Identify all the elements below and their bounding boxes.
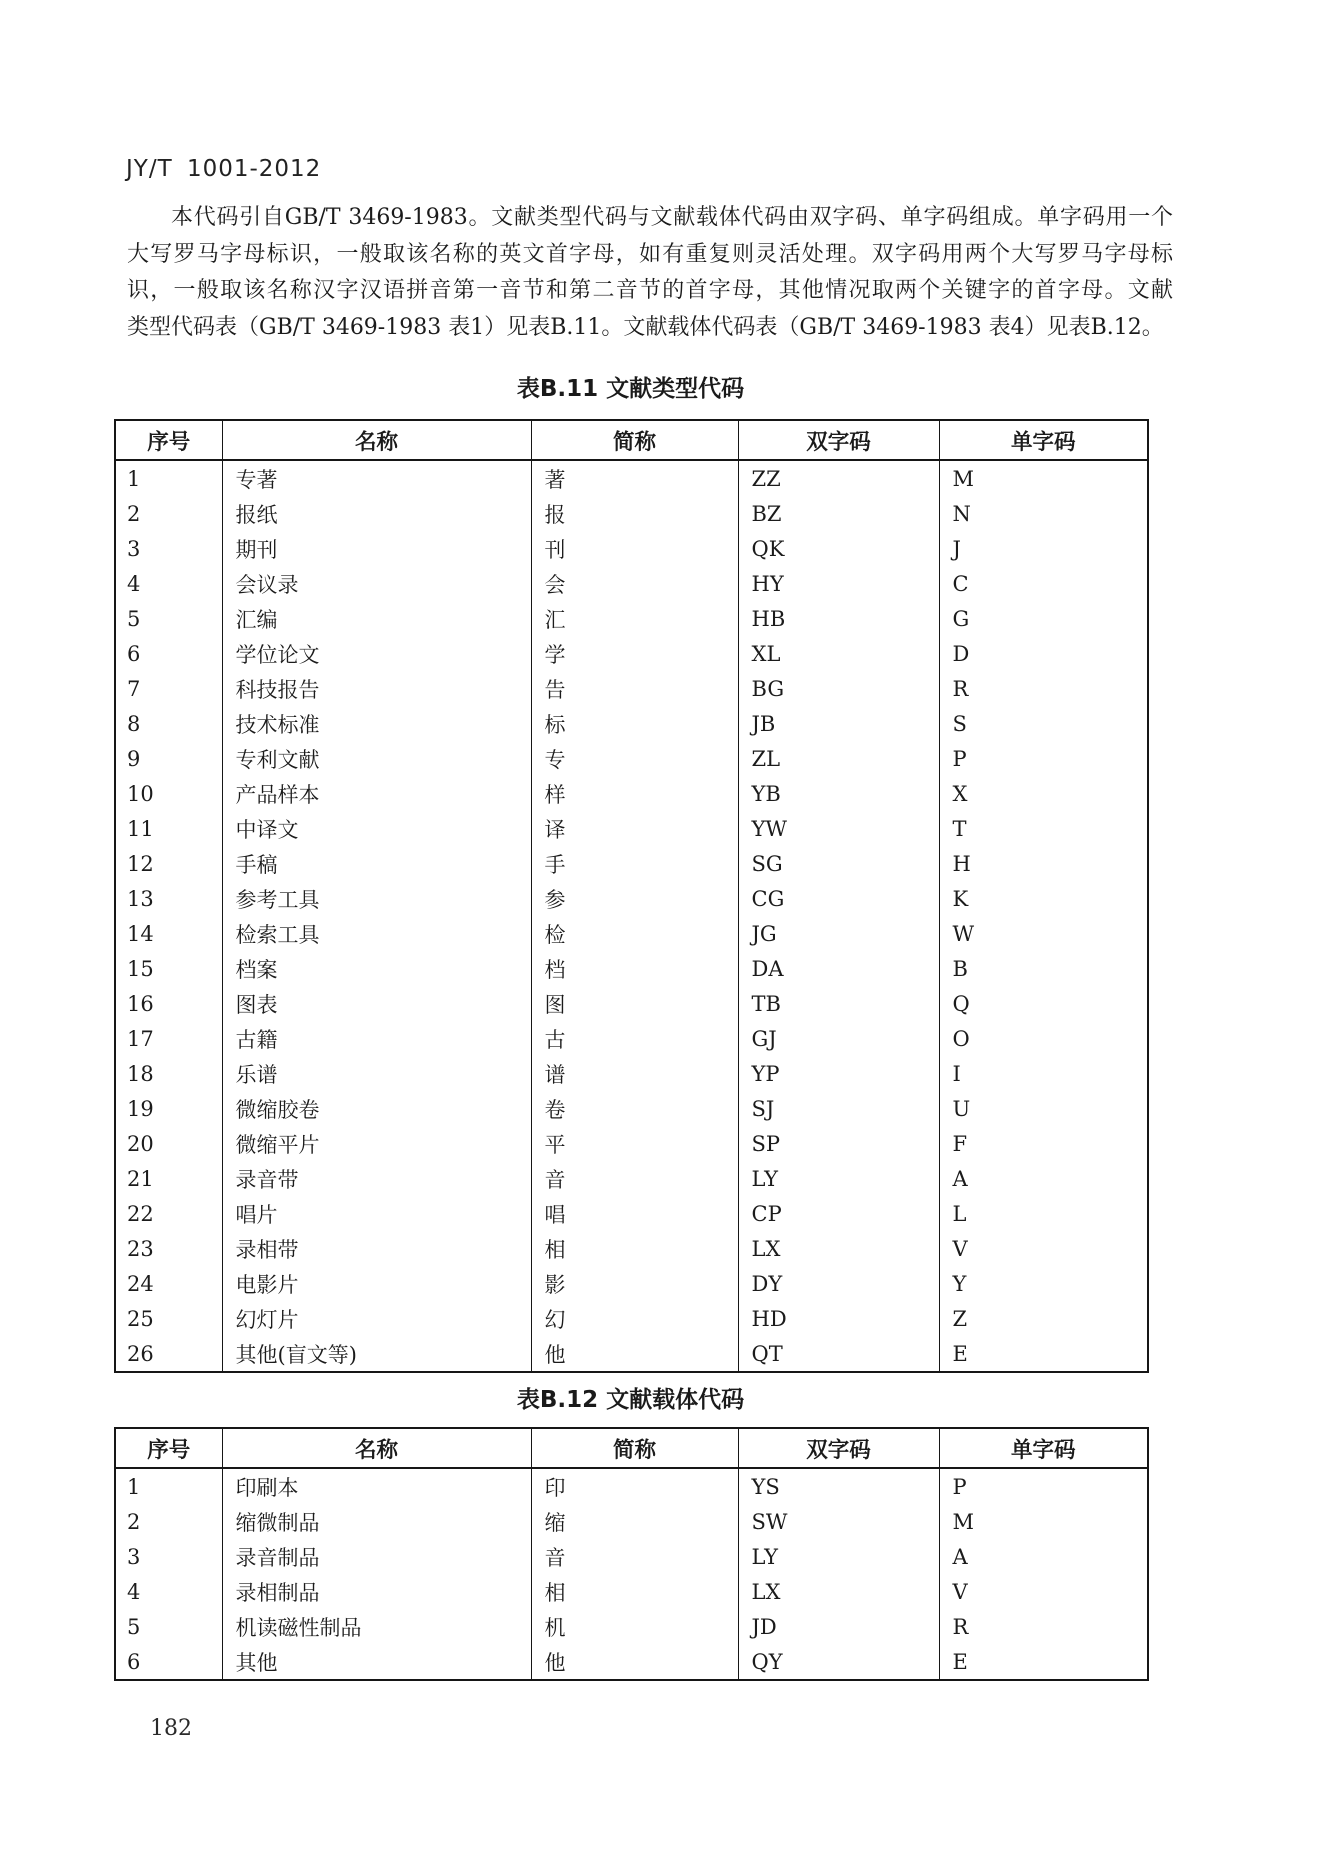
- table-cell: 25: [115, 1301, 222, 1336]
- table-cell: 3: [115, 1539, 222, 1574]
- table-cell: 幻: [531, 1301, 738, 1336]
- table-cell: E: [939, 1336, 1148, 1372]
- table-cell: JB: [738, 706, 939, 741]
- table-cell: H: [939, 846, 1148, 881]
- table-cell: S: [939, 706, 1148, 741]
- table-cell: 4: [115, 1574, 222, 1609]
- table-cell: 古: [531, 1021, 738, 1056]
- table-cell: TB: [738, 986, 939, 1021]
- table-header-row: [115, 420, 1148, 460]
- intro-line: 识，一般取该名称汉字汉语拼音第一音节和第二音节的首字母，其他情况取两个关键字的首字母。文献: [127, 278, 1173, 303]
- table-row: [115, 986, 1148, 1021]
- table-cell: 24: [115, 1266, 222, 1301]
- table-cell: BZ: [738, 496, 939, 531]
- table-cell: HB: [738, 601, 939, 636]
- table-cell: HD: [738, 1301, 939, 1336]
- table-row: [115, 566, 1148, 601]
- table-cell: 检: [531, 916, 738, 951]
- table-cell: R: [939, 671, 1148, 706]
- table-cell: 8: [115, 706, 222, 741]
- table-row: [115, 951, 1148, 986]
- table-cell: 微缩胶卷: [222, 1091, 531, 1126]
- table-cell: 学: [531, 636, 738, 671]
- table-cell: 卷: [531, 1091, 738, 1126]
- table-cell: 14: [115, 916, 222, 951]
- table-cell: 1: [115, 1468, 222, 1504]
- table-cell: 报: [531, 496, 738, 531]
- table-cell: V: [939, 1231, 1148, 1266]
- table-cell: 译: [531, 811, 738, 846]
- column-header-seq: 序号: [115, 420, 222, 460]
- table-cell: X: [939, 776, 1148, 811]
- table-row: [115, 1609, 1148, 1644]
- table-row: [115, 1161, 1148, 1196]
- table-cell: C: [939, 566, 1148, 601]
- table-cell: 专: [531, 741, 738, 776]
- table-cell: YB: [738, 776, 939, 811]
- table-cell: 1: [115, 460, 222, 496]
- table-cell: DY: [738, 1266, 939, 1301]
- table-cell: 著: [531, 460, 738, 496]
- table-cell: Z: [939, 1301, 1148, 1336]
- table-row: [115, 776, 1148, 811]
- table-row: [115, 1126, 1148, 1161]
- intro-paragraph: [127, 200, 1173, 346]
- table-b11-document-type-codes: [114, 419, 1149, 1373]
- table-cell: P: [939, 1468, 1148, 1504]
- table-cell: 缩: [531, 1504, 738, 1539]
- table-cell: 产品样本: [222, 776, 531, 811]
- table-row: [115, 1539, 1148, 1574]
- table-cell: 19: [115, 1091, 222, 1126]
- table-cell: J: [939, 531, 1148, 566]
- table-cell: 音: [531, 1161, 738, 1196]
- table-cell: 幻灯片: [222, 1301, 531, 1336]
- table-row: [115, 706, 1148, 741]
- table-row: [115, 1574, 1148, 1609]
- table-row: [115, 531, 1148, 566]
- table-cell: ZL: [738, 741, 939, 776]
- table-cell: 其他: [222, 1644, 531, 1680]
- table-cell: CG: [738, 881, 939, 916]
- table-cell: LY: [738, 1539, 939, 1574]
- table-cell: 检索工具: [222, 916, 531, 951]
- table-row: [115, 1091, 1148, 1126]
- intro-line: 本代码引自GB/T 3469-1983。文献类型代码与文献载体代码由双字码、单字码组成。单字码用一个: [171, 205, 1173, 230]
- column-header-name: 名称: [222, 1428, 531, 1468]
- column-header-abbr: 简称: [531, 1428, 738, 1468]
- table-cell: U: [939, 1091, 1148, 1126]
- intro-line: 大写罗马字母标识，一般取该名称的英文首字母，如有重复则灵活处理。双字码用两个大写罗马字母标: [127, 241, 1173, 267]
- table-cell: 录音带: [222, 1161, 531, 1196]
- table-cell: 26: [115, 1336, 222, 1372]
- table-cell: LX: [738, 1231, 939, 1266]
- table-header-row: [115, 1428, 1148, 1468]
- table-cell: 影: [531, 1266, 738, 1301]
- table-cell: YW: [738, 811, 939, 846]
- table-cell: B: [939, 951, 1148, 986]
- table-cell: GJ: [738, 1021, 939, 1056]
- table-cell: 标: [531, 706, 738, 741]
- table-cell: 谱: [531, 1056, 738, 1091]
- table-cell: CP: [738, 1196, 939, 1231]
- table-cell: F: [939, 1126, 1148, 1161]
- table-cell: 科技报告: [222, 671, 531, 706]
- table-cell: QY: [738, 1644, 939, 1680]
- table-row: [115, 1504, 1148, 1539]
- table-b12-title: 表B.12 文献载体代码: [516, 1387, 745, 1413]
- table-cell: M: [939, 1504, 1148, 1539]
- table-cell: 相: [531, 1574, 738, 1609]
- table-cell: 中译文: [222, 811, 531, 846]
- table-cell: 录相带: [222, 1231, 531, 1266]
- table-cell: 机: [531, 1609, 738, 1644]
- table-cell: G: [939, 601, 1148, 636]
- table-cell: W: [939, 916, 1148, 951]
- table-row: [115, 1056, 1148, 1091]
- table-cell: 13: [115, 881, 222, 916]
- table-cell: 6: [115, 636, 222, 671]
- table-cell: QT: [738, 1336, 939, 1372]
- column-header-single-code: 单字码: [939, 1428, 1148, 1468]
- table-row: [115, 1336, 1148, 1372]
- table-cell: 缩微制品: [222, 1504, 531, 1539]
- column-header-double-code: 双字码: [738, 1428, 939, 1468]
- table-cell: 样: [531, 776, 738, 811]
- table-cell: ZZ: [738, 460, 939, 496]
- table-cell: E: [939, 1644, 1148, 1680]
- table-cell: 他: [531, 1644, 738, 1680]
- table-cell: 参考工具: [222, 881, 531, 916]
- table-cell: 2: [115, 1504, 222, 1539]
- table-cell: A: [939, 1539, 1148, 1574]
- table-cell: 相: [531, 1231, 738, 1266]
- table-cell: 11: [115, 811, 222, 846]
- table-cell: I: [939, 1056, 1148, 1091]
- table-cell: 电影片: [222, 1266, 531, 1301]
- table-b12-document-carrier-codes: [114, 1427, 1149, 1681]
- table-cell: 22: [115, 1196, 222, 1231]
- table-cell: L: [939, 1196, 1148, 1231]
- table-cell: 5: [115, 601, 222, 636]
- table-cell: BG: [738, 671, 939, 706]
- table-cell: 16: [115, 986, 222, 1021]
- table-cell: K: [939, 881, 1148, 916]
- table-cell: 图表: [222, 986, 531, 1021]
- table-cell: JD: [738, 1609, 939, 1644]
- table-row: [115, 1644, 1148, 1680]
- table-row: [115, 1266, 1148, 1301]
- table-cell: SP: [738, 1126, 939, 1161]
- table-cell: 汇编: [222, 601, 531, 636]
- table-cell: O: [939, 1021, 1148, 1056]
- table-cell: 12: [115, 846, 222, 881]
- table-row: [115, 1301, 1148, 1336]
- table-row: [115, 496, 1148, 531]
- table-row: [115, 636, 1148, 671]
- table-cell: 技术标准: [222, 706, 531, 741]
- table-cell: N: [939, 496, 1148, 531]
- table-cell: 专著: [222, 460, 531, 496]
- table-cell: Q: [939, 986, 1148, 1021]
- table-cell: 他: [531, 1336, 738, 1372]
- table-cell: LX: [738, 1574, 939, 1609]
- table-cell: V: [939, 1574, 1148, 1609]
- table-cell: D: [939, 636, 1148, 671]
- table-cell: 录相制品: [222, 1574, 531, 1609]
- doc-code: JY/T 1001-2012: [126, 156, 322, 182]
- table-cell: 印: [531, 1468, 738, 1504]
- table-cell: 档案: [222, 951, 531, 986]
- table-cell: SG: [738, 846, 939, 881]
- table-row: [115, 1468, 1148, 1504]
- table-row: [115, 460, 1148, 496]
- table-cell: 印刷本: [222, 1468, 531, 1504]
- table-row: [115, 846, 1148, 881]
- table-cell: JG: [738, 916, 939, 951]
- table-cell: 音: [531, 1539, 738, 1574]
- table-cell: QK: [738, 531, 939, 566]
- table-row: [115, 881, 1148, 916]
- table-cell: HY: [738, 566, 939, 601]
- table-cell: 告: [531, 671, 738, 706]
- table-cell: R: [939, 1609, 1148, 1644]
- table-cell: 23: [115, 1231, 222, 1266]
- table-cell: 手: [531, 846, 738, 881]
- table-cell: 9: [115, 741, 222, 776]
- table-cell: 15: [115, 951, 222, 986]
- table-cell: 10: [115, 776, 222, 811]
- table-cell: 21: [115, 1161, 222, 1196]
- table-cell: 微缩平片: [222, 1126, 531, 1161]
- table-row: [115, 1196, 1148, 1231]
- table-cell: 唱: [531, 1196, 738, 1231]
- table-cell: YP: [738, 1056, 939, 1091]
- column-header-name: 名称: [222, 420, 531, 460]
- table-cell: 7: [115, 671, 222, 706]
- table-cell: DA: [738, 951, 939, 986]
- table-cell: 2: [115, 496, 222, 531]
- table-b11-title: 表B.11 文献类型代码: [516, 376, 745, 402]
- table-cell: 20: [115, 1126, 222, 1161]
- table-cell: 报纸: [222, 496, 531, 531]
- table-cell: 其他(盲文等): [222, 1336, 531, 1372]
- table-cell: 4: [115, 566, 222, 601]
- table-cell: 3: [115, 531, 222, 566]
- table-cell: 机读磁性制品: [222, 1609, 531, 1644]
- table-cell: 专利文献: [222, 741, 531, 776]
- table-row: [115, 811, 1148, 846]
- table-cell: Y: [939, 1266, 1148, 1301]
- table-cell: 古籍: [222, 1021, 531, 1056]
- table-cell: 5: [115, 1609, 222, 1644]
- table-cell: 18: [115, 1056, 222, 1091]
- table-cell: LY: [738, 1161, 939, 1196]
- table-cell: M: [939, 460, 1148, 496]
- table-row: [115, 1231, 1148, 1266]
- table-cell: 平: [531, 1126, 738, 1161]
- table-cell: 会议录: [222, 566, 531, 601]
- column-header-abbr: 简称: [531, 420, 738, 460]
- table-row: [115, 741, 1148, 776]
- table-cell: SJ: [738, 1091, 939, 1126]
- table-cell: 17: [115, 1021, 222, 1056]
- table-row: [115, 601, 1148, 636]
- table-cell: 乐谱: [222, 1056, 531, 1091]
- intro-line: 类型代码表（GB/T 3469-1983 表1）见表B.11。文献载体代码表（GB/T 3469-1983 表4）见表B.12。: [127, 314, 1164, 340]
- table-cell: XL: [738, 636, 939, 671]
- table-cell: 手稿: [222, 846, 531, 881]
- table-row: [115, 916, 1148, 951]
- table-cell: 录音制品: [222, 1539, 531, 1574]
- table-cell: 参: [531, 881, 738, 916]
- table-cell: 6: [115, 1644, 222, 1680]
- table-cell: 图: [531, 986, 738, 1021]
- table-cell: P: [939, 741, 1148, 776]
- page-number: 182: [150, 1716, 192, 1741]
- table-cell: 会: [531, 566, 738, 601]
- table-cell: 学位论文: [222, 636, 531, 671]
- table-cell: 刊: [531, 531, 738, 566]
- table-row: [115, 671, 1148, 706]
- table-row: [115, 1021, 1148, 1056]
- table-cell: A: [939, 1161, 1148, 1196]
- column-header-double-code: 双字码: [738, 420, 939, 460]
- table-cell: YS: [738, 1468, 939, 1504]
- column-header-single-code: 单字码: [939, 420, 1148, 460]
- table-cell: 唱片: [222, 1196, 531, 1231]
- table-cell: 汇: [531, 601, 738, 636]
- table-cell: T: [939, 811, 1148, 846]
- table-cell: 期刊: [222, 531, 531, 566]
- table-cell: 档: [531, 951, 738, 986]
- table-cell: SW: [738, 1504, 939, 1539]
- column-header-seq: 序号: [115, 1428, 222, 1468]
